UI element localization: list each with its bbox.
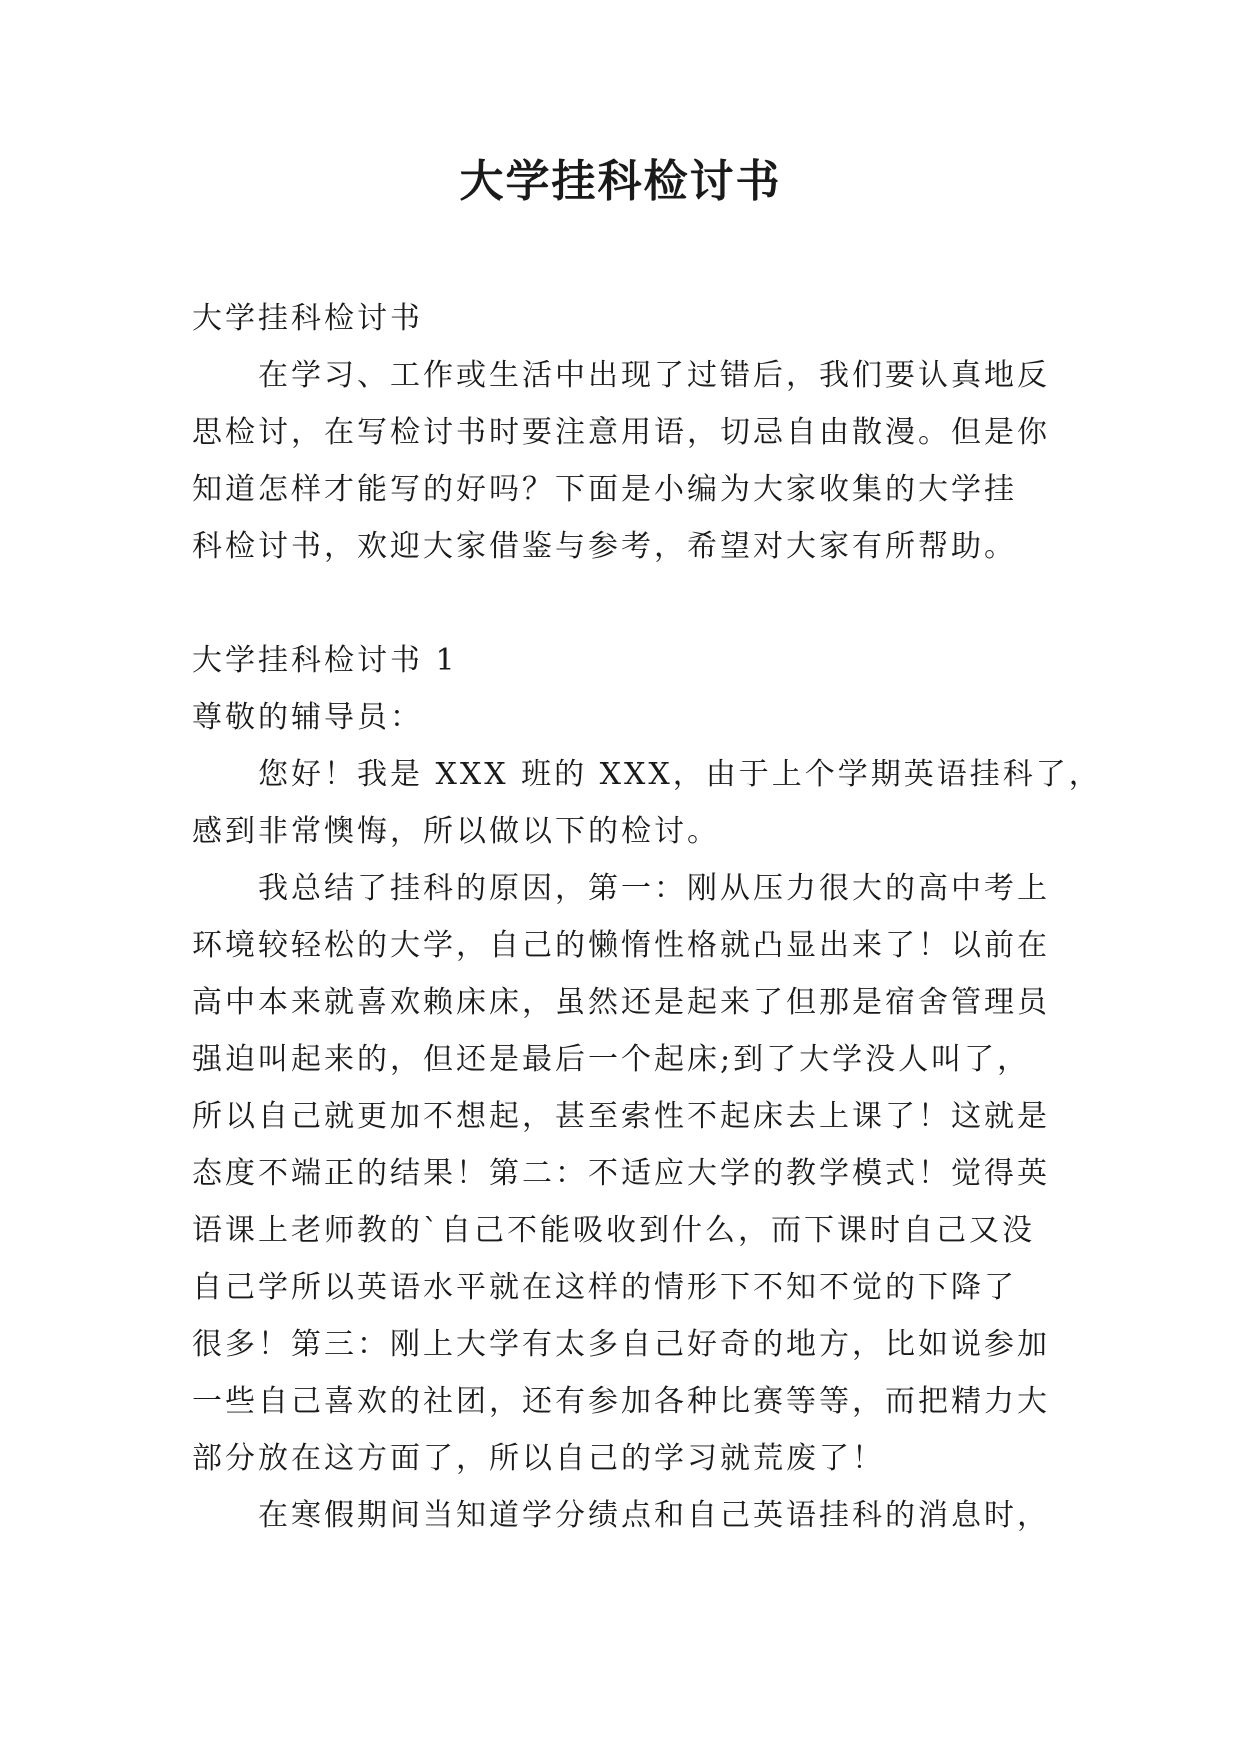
text-line: 一些自己喜欢的社团，还有参加各种比赛等等，而把精力大: [192, 1384, 1050, 1419]
paragraph-gap: [192, 575, 1054, 632]
text-line: 部分放在这方面了，所以自己的学习就荒废了！: [192, 1441, 885, 1476]
text-line: 环境较轻松的大学，自己的懒惰性格就凸显出来了！以前在: [192, 928, 1050, 963]
text-line: 思检讨，在写检讨书时要注意用语，切忌自由散漫。但是你: [192, 415, 1050, 450]
section-heading: 大学挂科检讨书 1: [192, 643, 458, 678]
text-line: 我总结了挂科的原因，第一：刚从压力很大的高中考上: [258, 871, 1050, 906]
text-line: 大学挂科检讨书: [192, 301, 423, 336]
text-line: 自己学所以英语水平就在这样的情形下不知不觉的下降了: [192, 1270, 1017, 1305]
document-title: 大学挂科检讨书: [459, 156, 782, 207]
text-line: 在学习、工作或生活中出现了过错后，我们要认真地反: [258, 358, 1050, 393]
salutation: 尊敬的辅导员：: [192, 700, 423, 735]
document-body: [192, 290, 1102, 1544]
text-line: 高中本来就喜欢赖床床，虽然还是起来了但那是宿舍管理员: [192, 985, 1050, 1020]
text-line: 您好！我是 XXX 班的 XXX，由于上个学期英语挂科了，: [258, 757, 1102, 792]
text-line: 科检讨书，欢迎大家借鉴与参考，希望对大家有所帮助。: [192, 529, 1017, 564]
text-line: 感到非常懊悔，所以做以下的检讨。: [192, 814, 720, 849]
text-line: 很多！第三：刚上大学有太多自己好奇的地方，比如说参加: [192, 1327, 1050, 1362]
text-line: 在寒假期间当知道学分绩点和自己英语挂科的消息时，: [258, 1498, 1050, 1533]
text-line: 态度不端正的结果！第二：不适应大学的教学模式！觉得英: [192, 1156, 1050, 1191]
text-line: 所以自己就更加不想起，甚至索性不起床去上课了！这就是: [192, 1099, 1050, 1134]
text-line: 强迫叫起来的，但还是最后一个起床;到了大学没人叫了，: [192, 1042, 1031, 1077]
text-line: 知道怎样才能写的好吗？下面是小编为大家收集的大学挂: [192, 472, 1017, 507]
text-line: 语课上老师教的`自己不能吸收到什么，而下课时自己又没: [192, 1213, 1035, 1248]
